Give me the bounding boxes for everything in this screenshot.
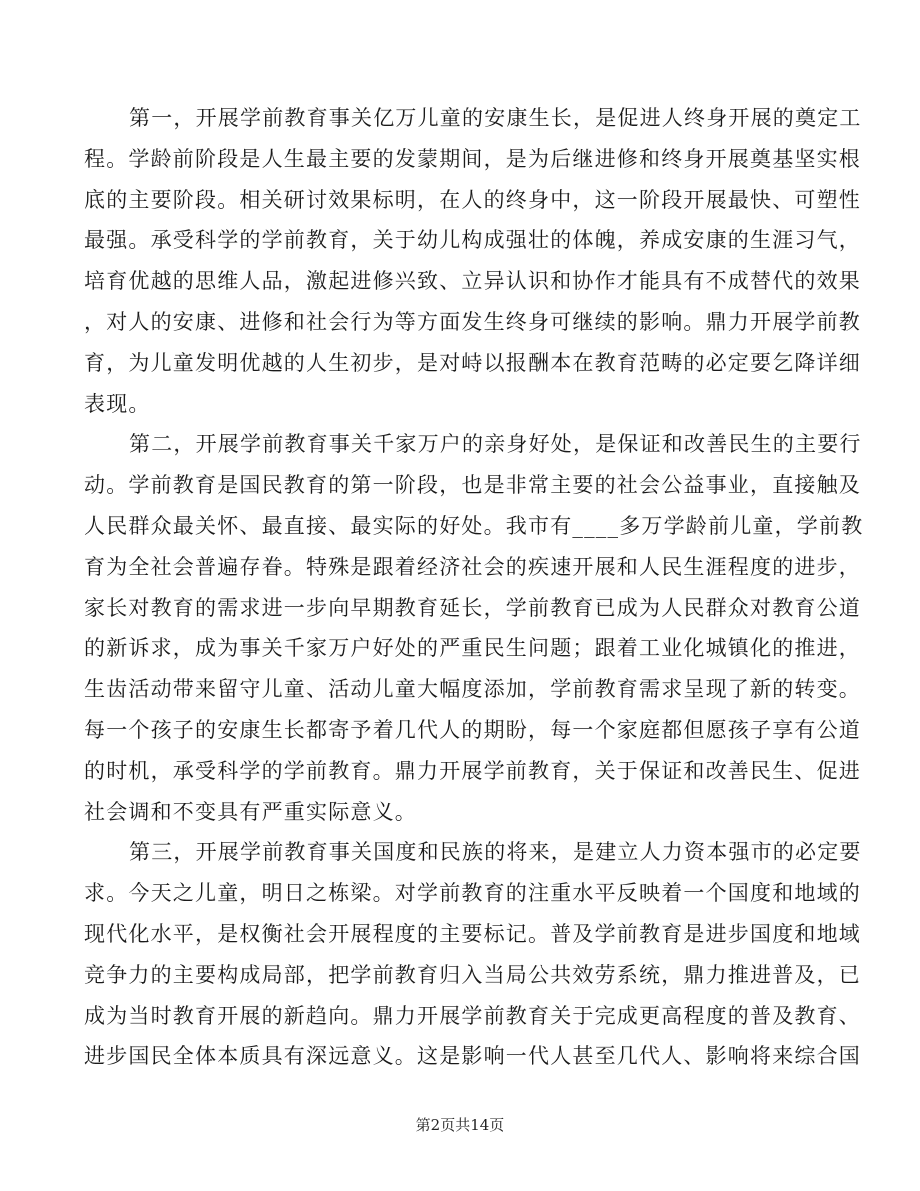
text-line: 求。今天之儿童，明日之栋梁。对学前教育的注重水平反映着一个国度和地域的	[84, 881, 861, 906]
text-line: 进步国民全体本质具有深远意义。这是影响一代人甚至几代人、影响将来综合国	[84, 1044, 861, 1069]
text-line: 现代化水平，是权衡社会开展程度的主要标记。普及学前教育是进步国度和地域	[84, 921, 861, 946]
text-line: 的时机，承受科学的学前教育。鼎力开展学前教育，关于保证和改善民生、促进	[84, 758, 861, 783]
text-line: 每一个孩子的安康生长都寄予着几代人的期盼，每一个家庭都但愿孩子享有公道	[84, 717, 861, 742]
text-line: 培育优越的思维人品，激起进修兴致、立异认识和协作才能具有不成替代的效果	[84, 269, 861, 294]
text-line: 生齿活动带来留守儿童、活动儿童大幅度添加，学前教育需求呈现了新的转变。	[84, 677, 861, 702]
text-line: 育为全社会普遍存眷。特殊是跟着经济社会的疾速开展和人民生涯程度的进步，	[84, 554, 861, 579]
text-line: 动。学前教育是国民教育的第一阶段，也是非常主要的社会公益事业，直接触及	[84, 473, 861, 498]
text-line: 底的主要阶段。相关研讨效果标明，在人的终身中，这一阶段开展最快、可塑性	[84, 187, 861, 212]
text-line: 第三，开展学前教育事关国度和民族的将来，是建立人力资本强市的必定要	[129, 840, 862, 865]
document-body	[84, 98, 864, 1077]
text-line: 第一，开展学前教育事关亿万儿童的安康生长，是促进人终身开展的奠定工	[129, 106, 862, 130]
text-line: 社会调和不变具有严重实际意义。	[84, 799, 417, 824]
text-line: 第二，开展学前教育事关千家万户的亲身好处，是保证和改善民生的主要行	[129, 432, 862, 457]
text-line: 表现。	[84, 391, 151, 416]
text-line: 的新诉求，成为事关千家万户好处的严重民生问题；跟着工业化城镇化的推进，	[84, 636, 861, 661]
page-number: 第2页共14页	[415, 1116, 505, 1134]
text-line: 竞争力的主要构成局部，把学前教育归入当局公共效劳系统，鼎力推进普及，已	[84, 962, 861, 987]
text-line: 成为当时教育开展的新趋向。鼎力开展学前教育关于完成更高程度的普及教育、	[84, 1003, 861, 1028]
text-line: 育，为儿童发明优越的人生初步，是对峙以报酬本在教育范畴的必定要乞降详细	[84, 350, 861, 375]
paragraph-1	[84, 98, 862, 424]
paragraph-2	[84, 424, 864, 832]
text-line: 程。学龄前阶段是人生最主要的发蒙期间，是为后继进修和终身开展奠基坚实根	[84, 146, 861, 171]
text-line: 人民群众最关怀、最直接、最实际的好处。我市有____多万学龄前儿童，学前教	[84, 513, 864, 538]
paragraph-3	[84, 832, 862, 1077]
text-line: 家长对教育的需求进一步向早期教育延长，学前教育已成为人民群众对教育公道	[84, 595, 861, 620]
text-line: ，对人的安康、进修和社会行为等方面发生终身可继续的影响。鼎力开展学前教	[84, 309, 861, 334]
text-line: 最强。承受科学的学前教育，关于幼儿构成强壮的体魄，养成安康的生涯习气，	[84, 228, 861, 253]
